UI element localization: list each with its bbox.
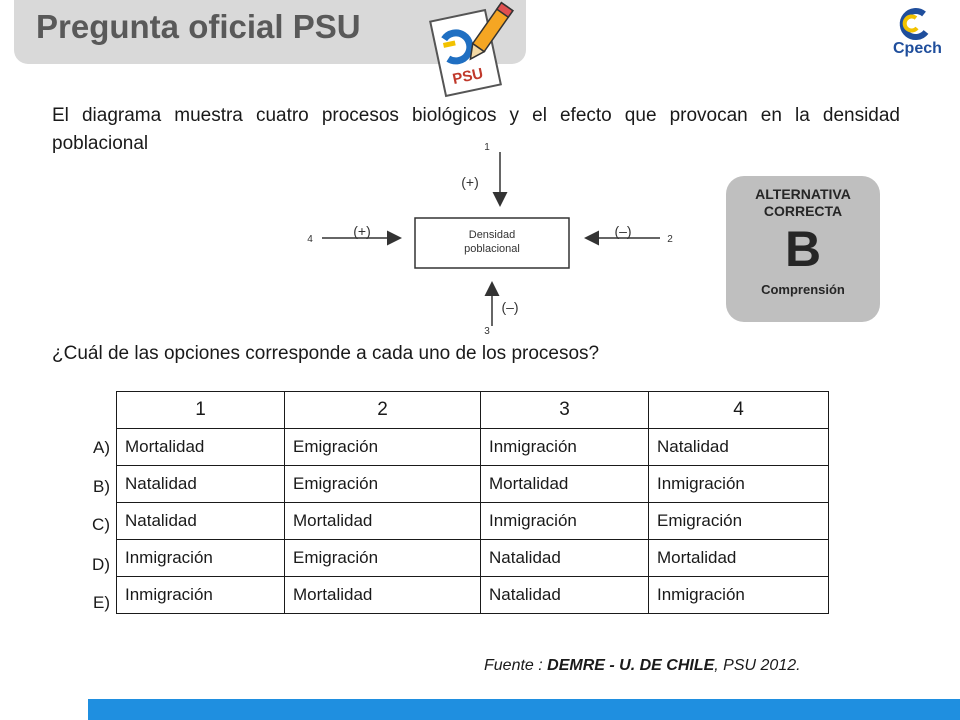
arrow-4-sign: (+) <box>353 223 371 239</box>
table-cell: Natalidad <box>649 429 829 466</box>
table-cell: Natalidad <box>481 540 649 577</box>
answer-skill: Comprensión <box>761 282 845 297</box>
options-table <box>116 391 829 614</box>
intro-text: El diagrama muestra cuatro procesos biológicos y el efecto que provocan en la densidad poblacional <box>52 105 900 154</box>
correct-answer-badge <box>726 176 880 322</box>
bottom-accent-bar <box>88 699 960 720</box>
table-cell: Inmigración <box>481 503 649 540</box>
table-cell: Mortalidad <box>117 429 285 466</box>
table-row <box>117 429 829 466</box>
table-cell: Emigración <box>285 540 481 577</box>
option-label-d: D) <box>92 555 110 574</box>
source-citation <box>484 657 801 675</box>
answer-letter: B <box>784 221 822 277</box>
psu-icon-label: PSU <box>451 64 485 89</box>
question-text: ¿Cuál de las opciones corresponde a cada uno de los procesos? <box>52 343 600 364</box>
table-cell: Mortalidad <box>481 466 649 503</box>
table-row <box>117 503 829 540</box>
arrow-3-number: 3 <box>484 326 490 337</box>
arrow-1-number: 1 <box>484 142 490 153</box>
table-row <box>117 466 829 503</box>
answer-label: ALTERNATIVA CORRECTA <box>755 186 851 219</box>
table-cell: Inmigración <box>117 577 285 614</box>
table-row <box>117 577 829 614</box>
density-label-line2: poblacional <box>464 243 520 255</box>
table-cell: Emigración <box>285 429 481 466</box>
arrow-4-number: 4 <box>307 234 313 245</box>
source-suffix: , PSU 2012. <box>714 657 801 674</box>
table-cell: Natalidad <box>117 466 285 503</box>
table-header: 1 <box>117 392 285 429</box>
arrow-1-sign: (+) <box>461 174 479 190</box>
table-cell: Emigración <box>649 503 829 540</box>
arrow-2-sign: (–) <box>614 223 632 239</box>
table-header: 4 <box>649 392 829 429</box>
option-label-e: E) <box>93 593 110 612</box>
table-cell: Inmigración <box>117 540 285 577</box>
population-density-diagram <box>296 140 696 340</box>
table-header-row <box>117 392 829 429</box>
table-cell: Inmigración <box>481 429 649 466</box>
table-cell: Natalidad <box>117 503 285 540</box>
table-cell: Inmigración <box>649 577 829 614</box>
table-cell: Mortalidad <box>649 540 829 577</box>
arrow-2-number: 2 <box>667 234 673 245</box>
psu-pencil-icon <box>425 0 515 100</box>
table-cell: Mortalidad <box>285 577 481 614</box>
option-label-a: A) <box>93 438 110 457</box>
table-cell: Emigración <box>285 466 481 503</box>
table-header: 2 <box>285 392 481 429</box>
cpech-logo <box>886 4 942 44</box>
source-bold: DEMRE - U. DE CHILE <box>547 657 715 674</box>
arrow-3-sign: (–) <box>501 299 519 315</box>
table-cell: Inmigración <box>649 466 829 503</box>
table-header: 3 <box>481 392 649 429</box>
table-cell: Natalidad <box>481 577 649 614</box>
logo-text: Cpech <box>893 40 942 57</box>
option-label-b: B) <box>93 477 110 496</box>
option-label-c: C) <box>92 515 110 534</box>
page-title: Pregunta oficial PSU <box>36 8 361 45</box>
table-row <box>117 540 829 577</box>
source-prefix: Fuente : <box>484 657 548 674</box>
density-label-line1: Densidad <box>468 229 516 241</box>
table-cell: Mortalidad <box>285 503 481 540</box>
